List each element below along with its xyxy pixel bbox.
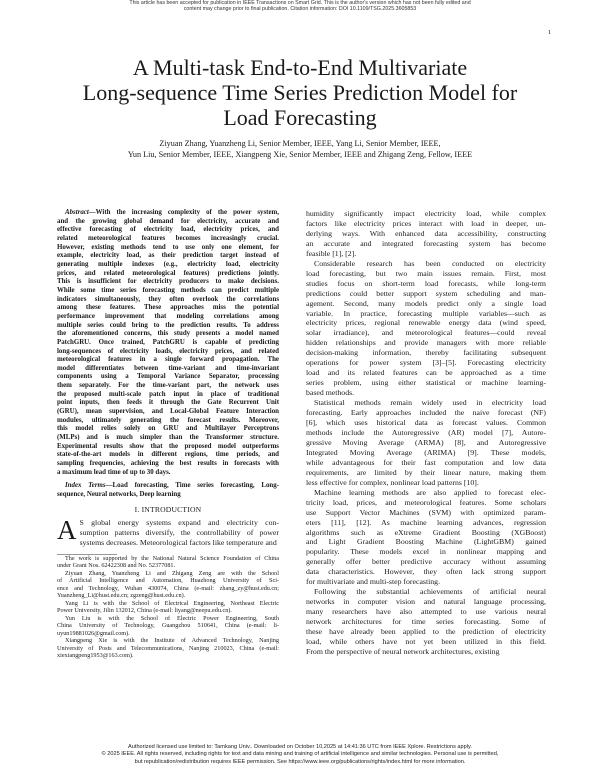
right-column: [306, 209, 546, 657]
abstract-line: among these features. These approaches miss the potential: [57, 304, 279, 312]
body-line: gressive Moving Average (ARMA) [8], and Autoregressive: [306, 437, 546, 447]
abstract-line: prices, and related meteorological features) predictions jointly.: [57, 269, 279, 277]
title-line: A Multi-task End-to-End Multivariate: [132, 55, 468, 80]
abstract-line: performance improvement that modeling correlations among: [57, 312, 279, 320]
abstract-line: a maximum lead time of up to 30 days.: [57, 468, 171, 476]
body-line: Considerable research has been conducted on electricity: [314, 258, 546, 268]
body-line: variable. In practice, forecasting multiple variables—such as: [306, 308, 546, 318]
body-line: feasible [1], [2].: [306, 248, 357, 258]
body-line: data characteristics. However, they often lack strong support: [306, 567, 546, 577]
abstract-line: However, existing methods tend to use only one element, for: [57, 243, 279, 251]
body-line: an accurate and integrated forecasting system has become: [306, 238, 546, 248]
body-line: Integrated Moving Average (ARIMA) [9]. These models,: [306, 447, 546, 457]
abstract-line: them separately. For the time-variant part, the network uses: [57, 382, 279, 390]
body-line: predictions could better support system scheduling and man-: [306, 288, 546, 298]
license-footer: [0, 744, 600, 766]
notice-line-2: content may change prior to final publication. Citation information: DOI 10.1109/TSG.2025.3605853: [183, 6, 417, 13]
intro-line: sumption patterns diversify, the controllability of power: [79, 527, 279, 537]
body-line: studies focus on short-term load forecasts, while long-term: [306, 278, 546, 288]
abstract-line: generating multiple indexes (e.g., electricity load, electricity: [57, 260, 279, 268]
footnote-line: Power University, Jilin 132012, China (e-mail: liyang@neepu.edu.cn).: [57, 607, 232, 615]
abstract-line: While some time series forecasting methods can predict multiple: [57, 286, 279, 294]
index-terms-line-label: Index Terms: [65, 482, 106, 490]
footnote-line: xiexiangpeng1953@163.com).: [57, 652, 134, 660]
body-line: requirements, are limited by their linear nature, making them: [306, 467, 546, 477]
body-line: Statistical methods remain widely used in electricity load: [314, 398, 546, 408]
paper-title: [20, 55, 580, 130]
footnotes: [57, 555, 279, 660]
footnote-line: uyun19881026@gmail.com).: [57, 629, 130, 637]
index-terms-line: Index Terms—Load forecasting, Time series forecasting, Long-: [65, 482, 279, 490]
abstract-line: model differentiates between time-variant and time-invariant: [57, 364, 279, 372]
abstract-line: related meteorological features becomes increasingly crucial.: [57, 234, 279, 242]
notice-line-1: This article has been accepted for publication in IEEE Transactions on Smart Grid. This is the author's version which has not been fully edited and: [129, 0, 471, 6]
abstract-line: meteorological features in a single forward propagation. The: [57, 356, 279, 364]
body-line: solar irradiance), and meteorological features—could reveal: [306, 328, 546, 338]
body-line: derlying ways. With enhanced data accessibility, constructing: [306, 228, 546, 238]
body-line: based methods.: [306, 388, 355, 398]
index-terms-line: sequence, Neural networks, Deep learning: [57, 491, 181, 498]
abstract-line: Abstract—With the increasing complexity of the power system,: [65, 209, 279, 216]
accepted-notice: [0, 0, 600, 13]
footer-line: © 2025 IEEE. All rights reserved, including rights for text and data mining and training of artificial intelligence and similar technologies. Personal use is permitted,: [101, 751, 499, 758]
body-line: [6], which uses historical data as forecast values. Common: [306, 418, 546, 428]
footnote-line: Xiangpeng Xie is with the Institute of Advanced Technology, Nanjing: [65, 637, 279, 645]
abstract-line: modules, ultimately generating the forecast results. Moreover,: [57, 416, 279, 424]
body-line: popularity. These models excel in nonlinear mapping and: [306, 547, 546, 557]
body-line: operations for power system [3]–[5]. Forecasting electricity: [306, 358, 546, 368]
body-line: tricity load, prices, and meteorological features. Some scholars: [306, 497, 546, 507]
body-line: decision-making information, thereby facilitating subsequent: [306, 348, 546, 358]
body-line: these have already been applied to the prediction of electricity: [306, 627, 546, 637]
abstract-line: components using a Temporal Variance Separator, processing: [57, 373, 279, 381]
abstract-line: (MLPs) and is much simpler than the Transformer structure.: [57, 434, 279, 442]
page-number: 1: [547, 29, 551, 36]
body-line: From the perspective of neural network architectures, existing: [306, 646, 500, 656]
intro-line: systems decreases. Meteorological factors like temperature and: [79, 537, 277, 547]
abstract-line: (GRU), mean supervision, and Local-Global Feature Interaction: [57, 408, 279, 416]
body-line: load forecasting, but two main issues remain. First, most: [306, 268, 546, 278]
abstract-line: multiple series could bring to the prediction results. To address: [57, 321, 279, 329]
body-line: less effective for complex, nonlinear load patterns [10].: [306, 477, 479, 487]
abstract-line-label: Abstract: [65, 209, 89, 216]
footer-line: but republication/redistribution requires IEEE permission. See https://www.ieee.org/publications/rights/index.html for more information.: [134, 758, 466, 765]
abstract-line: example, electricity load, as their prediction target instead of: [57, 252, 279, 260]
body-line: load and its related features can be approached as a time: [306, 368, 546, 378]
body-line: and Light Gradient Boosting Machine (LightGBM) gained: [306, 537, 546, 547]
footer-line: Authorized licensed use limited to: Tamkang Univ.. Downloaded on October 10,2025 at 14:41:36 UTC from IEEE Xplore. Restrictions apply.: [128, 744, 472, 750]
author-line: Yun Liu, Senior Member, IEEE, Xiangpeng Xie, Senior Member, IEEE and Zhigang Zeng, Fellow, IEEE: [127, 149, 473, 159]
body-line: Machine learning methods are also applied to forecast elec-: [314, 487, 546, 497]
index-terms: [57, 482, 279, 499]
abstract-line: long-sequences of electricity loads, electricity prices, and related: [57, 347, 279, 355]
body-line: humidity significantly impact electricity load, while complex: [306, 209, 546, 218]
left-column: [57, 209, 279, 660]
body-line: forecasting. Early approaches included the naive forecast (NF): [306, 408, 546, 418]
footnote-line: under Grant Nos. 62422308 and No. 52377081.: [57, 562, 176, 570]
abstract-line: Experimental results show that the proposed model outperforms: [57, 442, 279, 450]
abstract-line: the proposed multi-scale patch input in place of traditional: [57, 390, 279, 398]
footnote-line: Yuanzheng_Li@hust.edu.cn; zgzeng@hust.edu.cn).: [57, 592, 186, 600]
body-line: Following the substantial achievements of artificial neural: [314, 587, 546, 597]
body-line: network architectures for time series forecasting. Some of: [306, 617, 546, 627]
body-line: while advantageous for their fast computation and low data: [306, 457, 546, 467]
body-line: methods include the Autoregressive (AR) model [7], Autore-: [306, 427, 546, 437]
footnote-line: of Artificial Intelligence and Automation, Huazhong University of Sci-: [57, 577, 279, 585]
abstract-line: PatchGRU. Once trained, PatchGRU is capable of predicting: [57, 338, 279, 346]
abstract: [57, 209, 279, 477]
abstract-line: sampling frequencies, achieving the best results in forecasts with: [57, 460, 279, 468]
abstract-line: This is insufficient for electricity producers to make decisions.: [57, 278, 279, 286]
body-line: networks in computer vision and natural language processing,: [306, 597, 546, 607]
abstract-line: and the growing global demand for electricity, accurate and: [57, 217, 279, 225]
body-line: agement. Second, many models predict only a single load: [306, 298, 546, 308]
author-list: [20, 139, 580, 160]
abstract-line: state-of-the-art models in different regions, time periods, and: [57, 451, 279, 459]
body-line: load, while others have not yet been utilized in this field.: [306, 636, 546, 646]
abstract-line: point inputs, then feeds it through the Gate Recurrent Unit: [57, 399, 279, 407]
abstract-line: this model relies solely on GRU and Multilayer Perceptrons: [57, 425, 279, 433]
footnote-line: The work is supported by the National Natural Science Foundation of China: [65, 554, 279, 562]
abstract-line: indicators simultaneously, they often overlook the correlations: [57, 295, 279, 303]
body-line: factors like electricity prices interact with load in deeper, un-: [306, 218, 546, 228]
footnote-line: China University of Technology, Guangzhou 510641, China (e-mail: li-: [57, 622, 279, 630]
body-line: use Support Vector Machines (SVM) with optimized param-: [306, 507, 546, 517]
author-line: Ziyuan Zhang, Yuanzheng Li, Senior Member, IEEE, Yang Li, Senior Member, IEEE,: [159, 139, 441, 148]
abstract-line: effective forecasting of electricity load, electricity prices, and: [57, 226, 279, 234]
body-line: for multivariate and multi-step forecasting.: [306, 577, 441, 587]
body-line: many researchers have also attempted to use various neural: [306, 607, 546, 617]
footnote-line: ence and Technology, Wuhan 430074, China (e-mail: zhang_zy@hust.edu.cn;: [57, 584, 279, 592]
title-line: Load Forecasting: [223, 105, 377, 130]
intro-line: S global energy systems expand and electricity con-: [79, 517, 279, 527]
footnote-line: Ziyuan Zhang, Yuanzheng Li and Zhigang Zeng are with the School: [65, 569, 279, 577]
body-line: generally offer better predictive accuracy without assuming: [306, 557, 546, 567]
abstract-line: the aforementioned concerns, this study presents a model named: [57, 330, 279, 338]
section-heading: I. INTRODUCTION: [134, 504, 202, 514]
title-line: Long-sequence Time Series Prediction Model for: [82, 80, 518, 105]
footnote-line: University of Posts and Telecommunications, Nanjing 210023, China (e-mail:: [57, 644, 279, 652]
body-line: hidden relationships and provide managers with more reliable: [306, 338, 546, 348]
introduction-start: [57, 514, 279, 548]
footnote-line: Yang Li is with the School of Electrical Engineering, Northeast Electric: [65, 599, 279, 607]
body-line: eters [11], [12]. As machine learning advances, regression: [306, 517, 546, 527]
drop-cap: A: [57, 514, 77, 545]
footnote-line: Yun Liu is with the School of Electric Power Engineering, South: [65, 614, 279, 622]
body-line: electricity prices, regional renewable energy data (wind speed,: [306, 318, 546, 328]
body-line: series problem, using either statistical or machine learning-: [306, 378, 546, 388]
body-line: algorithms such as eXtreme Gradient Boosting (XGBoost): [306, 527, 546, 537]
